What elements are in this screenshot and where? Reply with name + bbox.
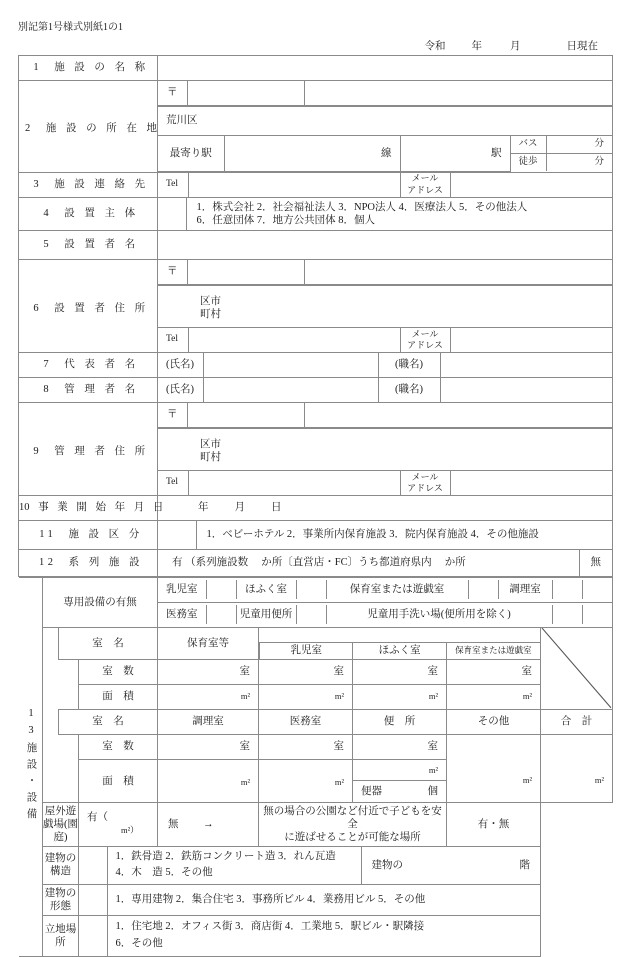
row-operator-name [19,230,613,259]
postal-spacer [304,81,612,106]
label-bus: バス [510,136,546,154]
unit-toilet-fixture: 個 [427,785,439,797]
row-no-5: 5 [43,239,53,251]
options-building-structure[interactable] [107,847,361,884]
input-area-kitchen[interactable] [158,759,259,802]
unit-area-7: m² [428,764,439,775]
label-operator-mail [400,328,450,352]
operator-cho-son: 町村 [200,308,221,320]
operator-ku-shi: 区市 [200,295,221,307]
input-station[interactable] [400,136,510,171]
input-toilet-fixtures[interactable] [353,781,446,802]
start-month: 月 [234,502,245,514]
input-operator-municipality[interactable] [158,285,613,327]
label-equip-infant-room: 乳児室 [166,584,198,596]
input-playground-no[interactable] [158,802,259,846]
row-start-date [19,495,613,520]
label-building-floor: 建物の [371,859,403,871]
toilet-area-table [353,760,446,801]
label-rep-title: (職名) [378,353,440,377]
unit-area-other: m² [522,774,533,785]
cell-toilet-area [353,759,447,802]
input-facility-name[interactable] [158,56,613,81]
label-affiliated-facilities [19,549,158,576]
cell-building-structure [79,847,541,885]
row-building-form [19,884,613,915]
year-label: 年 [471,41,482,52]
row-facility-address [19,81,613,107]
playground-note-line-1: 無の場合の公園など付近で子どもを安全 [263,805,442,830]
label-room-area-1: 面 積 [79,684,158,709]
options-building-form[interactable]: 1．専用建物 2．集合住宅 3．事務所ビル 4．業務用ビル 5．その他 [107,885,540,915]
subheader-infant-room: 乳児室 [260,642,353,659]
row-room-names-1 [19,627,613,659]
cell-manager-postal [158,402,613,428]
row-playground [19,802,613,846]
row-building-structure [19,847,613,885]
input-count-crawl-room[interactable] [353,659,447,684]
label-manager-mail [400,471,450,495]
input-postal-code[interactable] [187,81,304,106]
label-rep-name: (氏名) [158,353,203,377]
label-section-13 [19,577,43,956]
subheader-spacer [260,628,541,643]
operator-options-line-2: 6．任意団体 7．地方公共団体 8．個人 [196,214,375,226]
row-no-1: 1 [33,62,43,74]
row-representative-name [19,352,613,377]
label-facility-tel: Tel [158,173,188,197]
room-subheaders-table [259,628,540,659]
input-count-kitchen[interactable] [158,734,259,759]
label-facility-mail [400,173,450,197]
cell-nearest-station [158,136,613,173]
label-toilet-fixture: 便器 [361,785,383,797]
label-equip-kitchen: 調理室 [509,584,541,596]
location-options-line-2: 6．その他 [115,937,163,949]
city-text: 荒川区 [166,115,198,127]
row-equipment-presence [19,577,613,602]
facility-category-table [158,521,612,549]
cell-equipment-row-1 [158,577,613,602]
postal-row [158,81,612,106]
label-equip-medical-room: 医務室 [166,609,198,621]
input-building-form-answer[interactable] [79,885,107,915]
playground-no-text: 無 [168,818,179,830]
equipment-row-2-table [158,605,612,624]
label-equipment-presence: 専用設備の有無 [43,577,158,627]
row-text-6: 設 置 者 住 所 [54,302,149,314]
building-form-table [79,885,540,915]
unit-area-4: m² [522,691,533,702]
options-location[interactable] [107,916,540,956]
row-text-7: 代 表 者 名 [64,359,139,371]
cell-operator-type [158,197,613,230]
indent-col-b [59,659,79,709]
header-medical-room: 医務室 [259,709,353,734]
manager-postal-spacer [304,403,612,428]
label-room-group-nursery: 保育室等 [158,627,259,659]
row-no-2: 2 [25,123,34,135]
bus-minutes-unit: 分 [594,138,604,149]
cell-equipment-row-2 [158,602,613,627]
label-room-name-2: 室 名 [59,709,158,734]
facility-contact-table [158,173,612,197]
row-room-names-2 [19,709,613,734]
operator-type-table [158,198,612,230]
structure-options-line-1: 1．鉄骨造 2．鉄筋コンクリート造 3．れん瓦造 [115,851,336,863]
operator-options-line-1: 1．株式会社 2．社会福祉法人 3．NPO法人 4．医療法人 5．その他法人 [196,201,528,213]
cell-operator-contact [158,327,613,352]
input-mgr-title[interactable] [440,378,612,402]
row-text-5: 設 置 者 名 [64,239,139,251]
cell-representative [158,352,613,377]
label-building-structure: 建物の構造 [43,847,79,885]
input-manager-mail[interactable] [450,471,612,495]
unit-area-2: m² [334,691,345,702]
playground-note-line-2: に遊ばせることが可能な場所 [284,832,421,843]
walk-minutes-unit: 分 [594,156,604,167]
label-manager-name [19,377,158,402]
label-room-count-2: 室 数 [79,734,158,759]
input-train-line[interactable] [224,136,400,171]
indent-col-a [43,627,59,802]
manager-contact-table [158,471,612,495]
label-start-date [19,495,167,520]
input-equip-crawl-room[interactable] [296,580,326,599]
operator-mail-line-1: メール [411,328,439,339]
label-operator-address [19,259,158,352]
row-text-3: 施 設 連 絡 先 [54,178,149,190]
unit-room-4: 室 [521,666,533,678]
operator-contact-table [158,328,612,352]
day-label: 日現在 [566,41,598,52]
manager-ku-shi: 区市 [200,438,221,450]
unit-room-3: 室 [427,666,439,678]
manager-mail-line-2: アドレス [407,482,443,493]
label-room-name-1: 室 名 [59,627,158,659]
input-location-answer[interactable] [79,916,107,956]
options-facility-category[interactable]: 1．ベビーホテル 2．事業所内保育施設 3．院内保育施設 4．その他施設 [196,521,612,549]
label-manager-tel: Tel [158,471,188,495]
diagonal-cell [541,627,613,709]
label-location: 立地場所 [43,915,79,956]
row-text-11: 施 設 区 分 [68,529,143,541]
label-operator-tel: Tel [158,328,188,352]
label-equip-crawl-room: ほふく室 [245,584,288,596]
input-start-date[interactable] [158,495,613,520]
row-text-8: 管 理 者 名 [64,384,139,396]
input-facility-tel[interactable] [188,173,400,197]
equipment-row-1-table [158,580,612,599]
row-text-10: 事 業 開 始 年 月 日 [38,502,167,514]
cell-section-13 [19,576,613,956]
label-room-count-1: 室 数 [79,659,158,684]
input-facility-mail[interactable] [450,173,612,197]
input-city[interactable] [158,107,613,136]
label-walk: 徒歩 [510,154,546,172]
row-room-count-1 [19,659,613,684]
label-nearest-station: 最寄り駅 [158,136,224,171]
cell-facility-contact [158,172,613,197]
input-playground-yes-no[interactable]: 有・無 [447,802,541,846]
label-facility-category [19,520,158,549]
cell-location [79,915,541,956]
row-no-7: 7 [43,359,53,371]
row-location [19,915,613,956]
header-total: 合 計 [541,709,613,734]
row-no-11: 11 [39,529,57,541]
unit-area-5: m² [240,776,251,787]
postal-mark: 〒 [158,81,187,106]
equip-row-2-spacer [582,605,612,624]
row-no-6: 6 [33,302,43,314]
row-text-9: 管 理 者 住 所 [54,445,149,457]
row-manager-name [19,377,613,402]
row-text-12: 系 列 施 設 [68,557,143,569]
input-operator-tel[interactable] [188,328,400,352]
input-manager-tel[interactable] [188,471,400,495]
subheader-nursery-play-room: 保育室または遊戯室 [446,642,540,659]
input-count-toilet[interactable] [353,734,447,759]
mail-line-2: アドレス [407,184,443,195]
playground-yes-text: 有（ [87,812,108,824]
label-operator-type [19,197,158,230]
row-room-count-2 [19,734,613,759]
input-rep-title[interactable] [440,353,612,377]
label-facility-contact [19,172,158,197]
building-structure-table [79,847,540,884]
location-table [79,916,540,956]
input-area-nursery-group[interactable] [158,684,259,709]
main-form-table [18,55,613,957]
label-manager-address [19,402,158,495]
row-facility-contact [19,172,613,197]
row-affiliated-facilities [19,549,613,576]
input-count-medical-room[interactable] [259,734,353,759]
input-mgr-name[interactable] [203,378,378,402]
row-no-9: 9 [33,445,43,457]
row-text-2: 施 設 の 所 在 地 [45,123,161,135]
structure-options-line-2: 4．木 造 5．その他 [115,867,213,879]
label-equip-child-toilet: 児童用便所 [239,609,293,621]
row-facility-name [19,56,613,81]
start-day: 日 [271,502,282,514]
input-affiliated-no[interactable]: 無 [579,550,612,576]
label-equip-nursery-play-room: 保育室または遊戯室 [349,584,445,596]
label-equip-child-washbasin: 児童用手洗い場(便所用を除く) [367,609,511,621]
unit-area-3: m² [428,691,439,702]
row-no-10: 10 [19,502,30,514]
month-label: 月 [510,41,521,52]
playground-arrow: → [203,818,214,830]
subheader-crawl-room: ほふく室 [353,642,446,659]
unit-area-total: m² [594,774,604,785]
input-walk-minutes[interactable] [546,154,612,172]
cell-building-form [79,884,541,915]
input-area-total[interactable] [541,734,613,802]
row-manager-address [19,402,613,428]
representative-table [158,353,612,377]
input-manager-municipality[interactable] [158,428,613,470]
input-manager-postal-code[interactable] [187,403,304,428]
label-operator-name [19,230,158,259]
playground-yes-unit: m²） [121,825,139,836]
line-suffix: 線 [381,147,392,159]
header-kitchen: 調理室 [158,709,259,734]
manager-table [158,378,612,402]
input-affiliated-yes[interactable]: 有 （系列施設数 か所〔直営店・FC〕うち都道府県内 か所 [158,550,579,576]
row-facility-category [19,520,613,549]
input-equip-nursery-play-room[interactable] [468,580,498,599]
unit-building-floor: 階 [519,859,531,871]
input-building-floor[interactable] [361,847,540,884]
manager-postal-row [158,403,612,428]
affiliated-table [158,550,612,576]
input-equip-medical-room[interactable] [206,605,236,624]
row-no-3: 3 [33,178,43,190]
operator-mail-line-2: アドレス [407,339,443,350]
input-area-crawl-room[interactable] [353,684,447,709]
input-count-infant-room[interactable] [259,659,353,684]
equip-row-1-spacer [582,580,612,599]
indent-col-b2 [59,734,79,802]
label-playground: 屋外遊戯場(園庭) [43,802,79,846]
start-year: 年 [198,502,209,514]
unit-room-7: 室 [427,741,439,753]
label-facility-address [19,81,161,173]
options-operator-type[interactable] [186,198,612,230]
cell-postal [158,81,613,107]
label-representative-name [19,352,158,377]
location-options-line-1: 1．住宅地 2．オフィス街 3．商店街 4．工業地 5．駅ビル・駅隣接 [115,921,425,933]
cell-affiliated-facilities [158,549,613,576]
input-playground-yes[interactable] [79,802,158,846]
nearest-station-table [158,136,612,172]
row-no-4: 4 [43,208,53,220]
header-toilet: 便 所 [353,709,447,734]
input-building-structure-answer[interactable] [79,847,107,884]
form-number: 別記第1号様式別紙1の1 [18,22,123,33]
operator-postal-spacer [304,260,612,285]
label-room-area-2: 面 積 [79,759,158,802]
date-line [18,38,612,53]
era-label: 令和 [424,41,446,52]
input-equip-child-toilet[interactable] [296,605,326,624]
section-13-table [19,577,614,957]
cell-operator-postal [158,259,613,285]
row-room-area-1 [19,684,613,709]
unit-room-2: 室 [333,666,345,678]
input-area-toilet[interactable] [353,760,446,781]
manager-mail-line-1: メール [411,471,439,482]
mail-line-1: メール [411,173,439,184]
cell-manager [158,377,613,402]
row-facility-equipment [19,576,613,956]
input-area-nursery-play-room[interactable] [447,684,541,709]
cell-manager-contact [158,470,613,495]
cell-room-subheaders [259,627,541,659]
unit-area-6: m² [334,776,345,787]
manager-postal-mark: 〒 [158,403,187,428]
input-area-other[interactable] [447,734,541,802]
input-facility-category-answer[interactable] [158,521,196,549]
input-equip-infant-room[interactable] [206,580,236,599]
input-area-medical-room[interactable] [259,759,353,802]
label-building-form: 建物の形態 [43,884,79,915]
input-bus-minutes[interactable] [546,136,612,154]
input-count-nursery-group[interactable] [158,659,259,684]
manager-cho-son: 町村 [200,451,221,463]
unit-room-5: 室 [239,741,251,753]
header-other: その他 [447,709,541,734]
input-area-infant-room[interactable] [259,684,353,709]
input-operator-mail[interactable] [450,328,612,352]
playground-note [259,802,447,846]
input-operator-name[interactable] [158,230,613,259]
row-operator-type [19,197,613,230]
row-text-1: 施 設 の 名 称 [54,62,149,74]
label-mgr-title: (職名) [378,378,440,402]
input-operator-postal-code[interactable] [187,260,304,285]
row-no-12: 12 [39,557,57,569]
unit-room-1: 室 [239,666,251,678]
operator-postal-row [158,260,612,285]
row-operator-address [19,259,613,285]
cell-facility-category [158,520,613,549]
operator-postal-mark: 〒 [158,260,187,285]
unit-room-6: 室 [333,741,345,753]
input-count-nursery-play-room[interactable] [447,659,541,684]
row-text-4: 設 置 主 体 [64,208,139,220]
station-suffix: 駅 [491,147,502,159]
input-rep-name[interactable] [203,353,378,377]
section-13-vertical-text: 13施設・設備 [25,708,37,825]
input-operator-type-answer[interactable] [158,198,186,230]
row-no-8: 8 [43,384,53,396]
label-mgr-name: (氏名) [158,378,203,402]
input-equip-child-washbasin[interactable] [552,605,582,624]
input-equip-kitchen[interactable] [552,580,582,599]
unit-area-1: m² [240,691,251,702]
label-facility-name [19,56,158,81]
